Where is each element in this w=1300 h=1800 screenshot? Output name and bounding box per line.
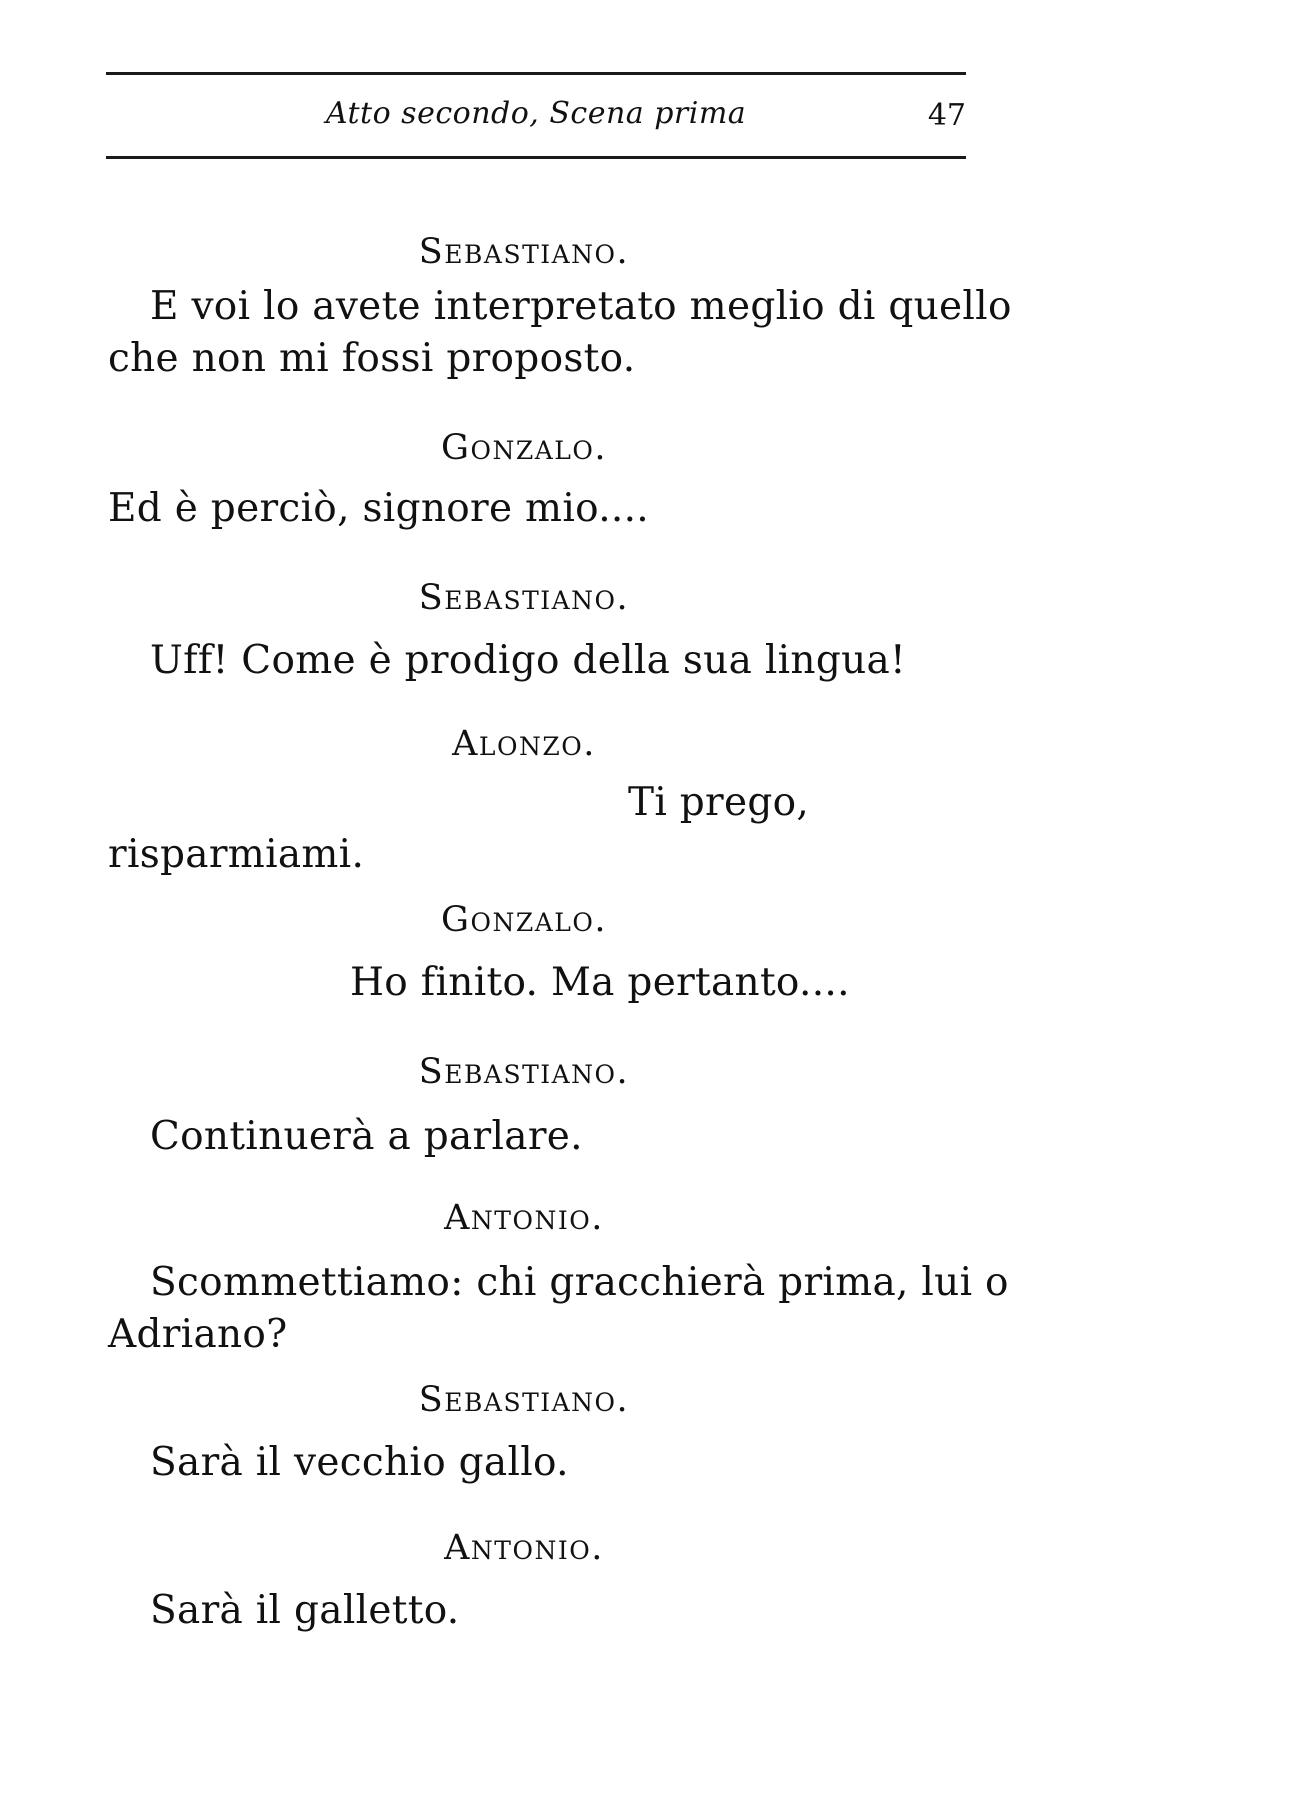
speaker-name: Sebastiano. <box>418 578 630 618</box>
speaker-name: Sebastiano. <box>418 1052 630 1092</box>
speaker-name: Antonio. <box>444 1198 604 1238</box>
speaker-name: Gonzalo. <box>441 900 607 940</box>
dialogue-line: E voi lo avete interpretato meglio di quello <box>150 284 1012 329</box>
dialogue-line: Scommettiamo: chi gracchierà prima, lui o <box>150 1260 1009 1305</box>
speaker-name: Sebastiano. <box>418 1380 630 1420</box>
dialogue-line: che non mi fossi proposto. <box>108 336 636 381</box>
speaker-name: Sebastiano. <box>418 232 630 272</box>
dialogue-line: Adriano? <box>108 1312 288 1357</box>
dialogue-line: Ed è perciò, signore mio.... <box>108 486 649 531</box>
dialogue-line: risparmiami. <box>108 832 365 877</box>
speaker-name: Alonzo. <box>452 724 596 764</box>
speaker-name: Antonio. <box>444 1528 604 1568</box>
dialogue-line: Uff! Come è prodigo della sua lingua! <box>150 638 907 683</box>
dialogue-line: Ti prego, <box>628 780 810 825</box>
speaker-name: Gonzalo. <box>441 428 607 468</box>
page-number: 47 <box>927 98 966 133</box>
header-rule-top <box>106 72 966 75</box>
running-title: Atto secondo, Scena prima <box>325 96 747 131</box>
dialogue-line: Sarà il galletto. <box>150 1588 460 1633</box>
dialogue-line: Ho finito. Ma pertanto.... <box>350 960 850 1005</box>
header-rule-bottom <box>106 156 966 159</box>
dialogue-line: Sarà il vecchio gallo. <box>150 1440 569 1485</box>
dialogue-line: Continuerà a parlare. <box>150 1114 583 1159</box>
